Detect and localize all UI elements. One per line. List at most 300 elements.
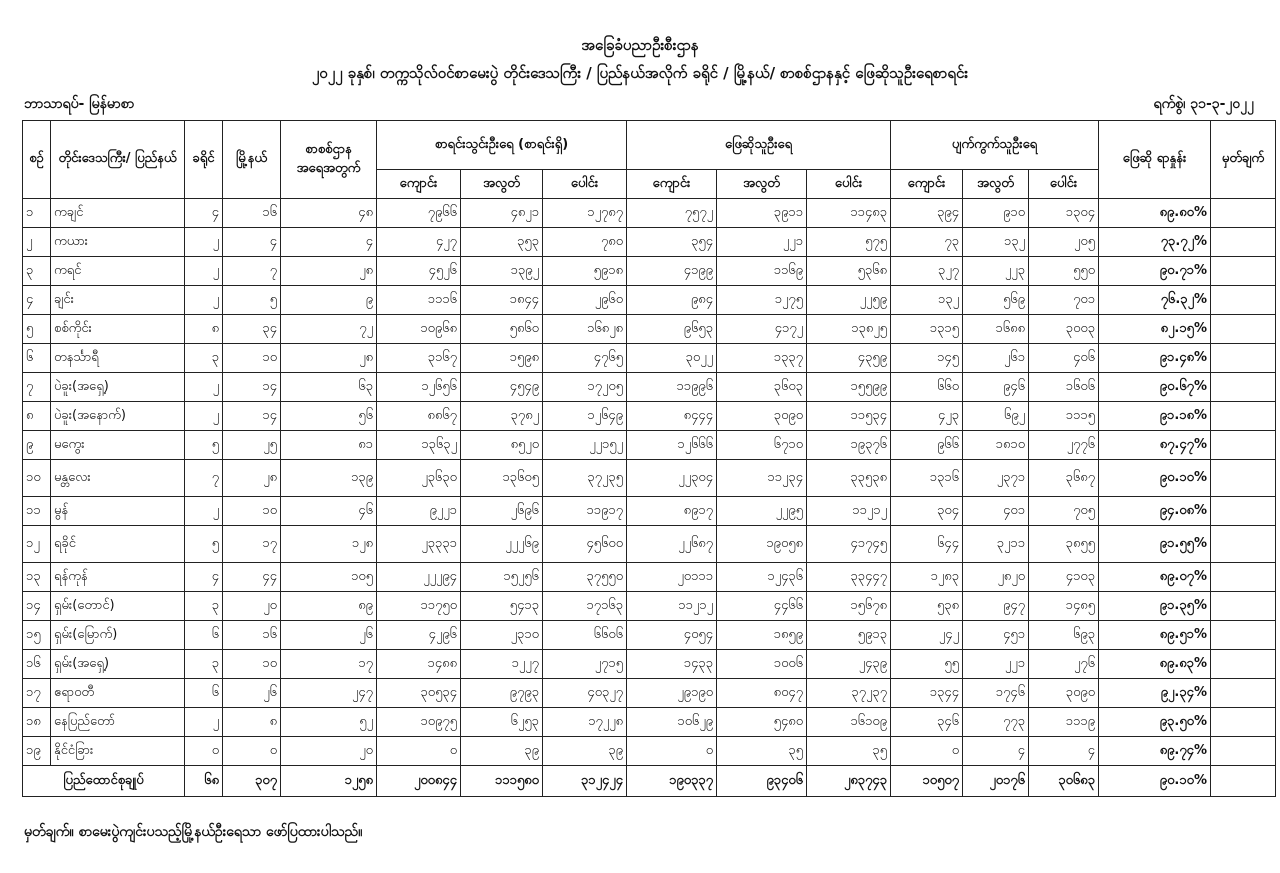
row-sat-total: ၁၆၁၀၉ — [807, 708, 891, 737]
row-no: ၁၅ — [23, 621, 51, 650]
row-sat-school: ၂၂၆၈၇ — [627, 526, 717, 563]
row-sat-school: ၃၅၄ — [627, 228, 717, 257]
col-rate: ဖြေဆို ရာနှုန်း — [1099, 121, 1211, 199]
table-row — [23, 373, 1276, 402]
row-sat-total: ၅၃၆၈ — [807, 257, 891, 286]
col-sat: ဖြေဆိုသူဦးရေ — [627, 121, 891, 170]
row-abs-total: ၁၃၀၄ — [1029, 199, 1099, 228]
row-no: ၁၈ — [23, 708, 51, 737]
row-centers: ၈၁ — [281, 431, 377, 460]
row-reg-total: ၃၉ — [543, 737, 627, 766]
row-abs-total: ၃၈၅၅ — [1029, 526, 1099, 563]
row-abs-private: ၄၅၁ — [963, 621, 1029, 650]
row-district: ၂ — [185, 708, 223, 737]
row-district: ၈ — [185, 315, 223, 344]
row-sat-total: ၃၇၂၃၇ — [807, 679, 891, 708]
col-sat-total: ပေါင်း — [807, 170, 891, 199]
row-reg-total: ၅၉၁၈ — [543, 257, 627, 286]
row-remark — [1211, 526, 1276, 563]
row-sat-private: ၃၉၁၁ — [717, 199, 807, 228]
row-abs-school: ၁၄၅ — [891, 344, 963, 373]
row-no: ၁၁ — [23, 497, 51, 526]
row-centers: ၁၇ — [281, 650, 377, 679]
row-no: ၁၇ — [23, 679, 51, 708]
row-sat-total: ၁၁၅၃၄ — [807, 402, 891, 431]
row-abs-school: ၅၅ — [891, 650, 963, 679]
row-reg-school: ၁၁၁၆ — [377, 286, 461, 315]
row-name: ကရင် — [51, 257, 185, 286]
total-sat-school: ၁၉၀၃၃၇ — [627, 766, 717, 797]
col-township: မြို့နယ် — [223, 121, 281, 199]
row-centers: ၄၈ — [281, 199, 377, 228]
row-sat-total: ၁၉၃၇၆ — [807, 431, 891, 460]
row-centers: ၈၉ — [281, 592, 377, 621]
table-row — [23, 431, 1276, 460]
row-abs-private: ၁၆၈၈ — [963, 315, 1029, 344]
row-abs-private: ၂၆၁ — [963, 344, 1029, 373]
row-name: ဧရာဝတီ — [51, 679, 185, 708]
row-reg-total: ၂၉၆၀ — [543, 286, 627, 315]
row-sat-private: ၂၂၉၅ — [717, 497, 807, 526]
row-name: ရှမ်း(တောင်) — [51, 592, 185, 621]
row-abs-total: ၇၀၅ — [1029, 497, 1099, 526]
row-rate: ၉၁.၃၅% — [1099, 592, 1211, 621]
row-name: မကွေး — [51, 431, 185, 460]
row-reg-total: ၁၇၁၆၃ — [543, 592, 627, 621]
row-name: တနင်္သာရီ — [51, 344, 185, 373]
row-abs-total: ၄၀၆ — [1029, 344, 1099, 373]
row-no: ၁၃ — [23, 563, 51, 592]
row-remark — [1211, 737, 1276, 766]
row-reg-private: ၂၆၉၆ — [461, 497, 543, 526]
total-reg-school: ၂၀၀၈၄၄ — [377, 766, 461, 797]
row-remark — [1211, 373, 1276, 402]
row-centers: ၇၂ — [281, 315, 377, 344]
row-sat-total: ၃၃၅၃၈ — [807, 460, 891, 497]
row-sat-school: ၁၁၂၁၂ — [627, 592, 717, 621]
table-row — [23, 344, 1276, 373]
row-reg-school: ၂၃၆၃၀ — [377, 460, 461, 497]
col-reg-school: ကျောင်း — [377, 170, 461, 199]
row-reg-school: ၁၂၆၅၆ — [377, 373, 461, 402]
row-sat-private: ၁၂၇၅ — [717, 286, 807, 315]
row-abs-total: ၂၇၆ — [1029, 650, 1099, 679]
row-reg-school: ၈၈၆၇ — [377, 402, 461, 431]
row-township: ၂၆ — [223, 679, 281, 708]
row-sat-school: ၈၉၁၇ — [627, 497, 717, 526]
row-district: ၇ — [185, 460, 223, 497]
row-rate: ၈၇.၄၇% — [1099, 431, 1211, 460]
row-reg-total: ၁၇၂၀၅ — [543, 373, 627, 402]
row-district: ၃ — [185, 344, 223, 373]
row-name: ပဲခူး(အရှေ့) — [51, 373, 185, 402]
row-reg-total: ၄၀၃၂၇ — [543, 679, 627, 708]
row-rate: ၉၀.၆၇% — [1099, 373, 1211, 402]
row-abs-total: ၁၄၈၅ — [1029, 592, 1099, 621]
row-remark — [1211, 679, 1276, 708]
row-abs-school: ၁၃၁၆ — [891, 460, 963, 497]
row-remark — [1211, 563, 1276, 592]
row-reg-total: ၄၅၆၀၀ — [543, 526, 627, 563]
table-row — [23, 199, 1276, 228]
row-district: ၂ — [185, 257, 223, 286]
row-name: ရခိုင် — [51, 526, 185, 563]
row-abs-school: ၇၃ — [891, 228, 963, 257]
row-reg-total: ၁၁၉၁၇ — [543, 497, 627, 526]
row-rate: ၉၂.၃၄% — [1099, 679, 1211, 708]
col-reg-total: ပေါင်း — [543, 170, 627, 199]
row-reg-total: ၁၇၂၂၈ — [543, 708, 627, 737]
row-rate: ၉၁.၅၅% — [1099, 526, 1211, 563]
total-reg-private: ၁၁၁၅၈၀ — [461, 766, 543, 797]
row-district: ၅ — [185, 526, 223, 563]
row-sat-private: ၁၀၀၆ — [717, 650, 807, 679]
row-centers: ၆၃ — [281, 373, 377, 402]
row-township: ၁၄ — [223, 373, 281, 402]
table-row — [23, 257, 1276, 286]
row-remark — [1211, 228, 1276, 257]
row-township: ၁၆ — [223, 199, 281, 228]
row-centers: ၂၈ — [281, 344, 377, 373]
row-no: ၈ — [23, 402, 51, 431]
row-name: ချင်း — [51, 286, 185, 315]
col-abs-total: ပေါင်း — [1029, 170, 1099, 199]
row-abs-private: ၂၃၇၁ — [963, 460, 1029, 497]
row-sat-private: ၁၈၅၉ — [717, 621, 807, 650]
row-sat-total: ၅၉၁၃ — [807, 621, 891, 650]
col-registered: စာရင်းသွင်းဦးရေ (စာရင်းရှိ) — [377, 121, 627, 170]
row-rate: ၉၀.၇၁% — [1099, 257, 1211, 286]
row-township: ၁၀ — [223, 344, 281, 373]
row-rate: ၉၃.၅၀% — [1099, 708, 1211, 737]
col-district: ခရိုင် — [185, 121, 223, 199]
col-region: တိုင်းဒေသကြီး/ ပြည်နယ် — [51, 121, 185, 199]
row-rate: ၉၀.၁၀% — [1099, 460, 1211, 497]
row-reg-total: ၇၈၀ — [543, 228, 627, 257]
row-reg-school: ၂၂၂၉၄ — [377, 563, 461, 592]
row-sat-total: ၃၃၄၄၇ — [807, 563, 891, 592]
row-abs-total: ၁၁၁၅ — [1029, 402, 1099, 431]
row-name: ကချင် — [51, 199, 185, 228]
row-rate: ၉၁.၁၈% — [1099, 402, 1211, 431]
row-abs-private: ၅၆၉ — [963, 286, 1029, 315]
row-reg-total: ၄၇၆၅ — [543, 344, 627, 373]
total-remark — [1211, 766, 1276, 797]
row-name: ရန်ကုန် — [51, 563, 185, 592]
col-absent: ပျက်ကွက်သူဦးရေ — [891, 121, 1099, 170]
row-abs-total: ၃၆၈၇ — [1029, 460, 1099, 497]
row-abs-school: ၄၂၃ — [891, 402, 963, 431]
row-abs-private: ၄၀၁ — [963, 497, 1029, 526]
row-reg-private: ၁၈၄၄ — [461, 286, 543, 315]
row-reg-private: ၂၃၁၀ — [461, 621, 543, 650]
row-district: ၆ — [185, 679, 223, 708]
row-reg-private: ၉၇၉၃ — [461, 679, 543, 708]
col-sat-school: ကျောင်း — [627, 170, 717, 199]
row-district: ၄ — [185, 563, 223, 592]
row-name: စစ်ကိုင်း — [51, 315, 185, 344]
row-rate: ၉၄.၀၈% — [1099, 497, 1211, 526]
row-abs-private: ၉၄၇ — [963, 592, 1029, 621]
col-no: စဉ် — [23, 121, 51, 199]
row-reg-private: ၂၂၂၆၉ — [461, 526, 543, 563]
row-abs-school: ၁၃၁၅ — [891, 315, 963, 344]
row-district: ၂ — [185, 497, 223, 526]
row-no: ၁၀ — [23, 460, 51, 497]
total-reg-total: ၃၁၂၄၂၄ — [543, 766, 627, 797]
row-reg-private: ၈၅၂၀ — [461, 431, 543, 460]
row-sat-school: ၁၁၉၉၆ — [627, 373, 717, 402]
row-sat-private: ၄၄၆၆ — [717, 592, 807, 621]
col-remark: မှတ်ချက် — [1211, 121, 1276, 199]
row-reg-private: ၃၅၃ — [461, 228, 543, 257]
row-abs-total: ၁၁၁၉ — [1029, 708, 1099, 737]
row-no: ၆ — [23, 344, 51, 373]
row-remark — [1211, 460, 1276, 497]
row-centers: ၅၆ — [281, 402, 377, 431]
row-reg-total: ၃၇၅၅၀ — [543, 563, 627, 592]
row-district: ၂ — [185, 373, 223, 402]
row-sat-private: ၈၀၄၇ — [717, 679, 807, 708]
row-sat-school: ၉၈၄ — [627, 286, 717, 315]
row-reg-school: ၇၉၆၆ — [377, 199, 461, 228]
row-reg-private: ၃၇၈၂ — [461, 402, 543, 431]
row-sat-private: ၁၉၀၅၈ — [717, 526, 807, 563]
row-sat-total: ၁၃၈၂၅ — [807, 315, 891, 344]
row-reg-total: ၁၂၆၄၉ — [543, 402, 627, 431]
row-sat-total: ၄၁၇၄၅ — [807, 526, 891, 563]
row-sat-school: ၂၀၁၁၁ — [627, 563, 717, 592]
row-sat-school: ၇၅၇၂ — [627, 199, 717, 228]
row-name: မန္တလေး — [51, 460, 185, 497]
row-centers: ၉ — [281, 286, 377, 315]
row-abs-school: ၁၃၂ — [891, 286, 963, 315]
row-sat-total: ၄၃၅၉ — [807, 344, 891, 373]
row-sat-total: ၁၁၂၁၂ — [807, 497, 891, 526]
row-abs-total: ၆၉၃ — [1029, 621, 1099, 650]
row-reg-school: ၁၀၉၇၅ — [377, 708, 461, 737]
total-district: ၆၈ — [185, 766, 223, 797]
row-abs-private: ၇၇၃ — [963, 708, 1029, 737]
row-rate: ၈၉.၅၁% — [1099, 621, 1211, 650]
row-name: ပဲခူး(အနောက်) — [51, 402, 185, 431]
row-reg-private: ၁၃၆၀၅ — [461, 460, 543, 497]
row-reg-total: ၁၂၇၈၇ — [543, 199, 627, 228]
row-reg-total: ၂၂၁၅၂ — [543, 431, 627, 460]
row-township: ၃၄ — [223, 315, 281, 344]
row-reg-private: ၁၂၂၇ — [461, 650, 543, 679]
table-row — [23, 460, 1276, 497]
row-sat-school: ၂၂၃၀၄ — [627, 460, 717, 497]
row-abs-school: ၀ — [891, 737, 963, 766]
row-no: ၉ — [23, 431, 51, 460]
row-reg-school: ၄၂၉၆ — [377, 621, 461, 650]
row-remark — [1211, 315, 1276, 344]
row-sat-school: ၁၀၆၂၉ — [627, 708, 717, 737]
row-reg-total: ၂၇၁၅ — [543, 650, 627, 679]
row-remark — [1211, 592, 1276, 621]
col-reg-private: အလွတ် — [461, 170, 543, 199]
row-no: ၁၄ — [23, 592, 51, 621]
row-remark — [1211, 708, 1276, 737]
row-reg-school: ၃၁၆၇ — [377, 344, 461, 373]
col-abs-private: အလွတ် — [963, 170, 1029, 199]
date-label: ရက်စွဲ၊ ၃၁-၃-၂၀၂၂ — [1153, 96, 1254, 112]
total-abs-private: ၂၀၁၇၆ — [963, 766, 1029, 797]
row-rate: ၈၉.၈၃% — [1099, 650, 1211, 679]
row-sat-school: ၄၀၅၄ — [627, 621, 717, 650]
row-sat-private: ၃၅ — [717, 737, 807, 766]
table-row — [23, 315, 1276, 344]
row-no: ၁၉ — [23, 737, 51, 766]
row-centers: ၂၆ — [281, 621, 377, 650]
row-name: ရှမ်း(အရှေ့) — [51, 650, 185, 679]
row-sat-private: ၁၁၆၉ — [717, 257, 807, 286]
row-sat-private: ၁၂၄၃၆ — [717, 563, 807, 592]
row-abs-private: ၁၇၄၆ — [963, 679, 1029, 708]
page-title: အခြေခံပညာဦးစီးဌာန — [581, 36, 699, 54]
row-no: ၃ — [23, 257, 51, 286]
col-sat-private: အလွတ် — [717, 170, 807, 199]
table-row — [23, 592, 1276, 621]
row-reg-total: ၆၆၀၆ — [543, 621, 627, 650]
row-sat-school: ၀ — [627, 737, 717, 766]
row-reg-private: ၁၃၉၂ — [461, 257, 543, 286]
table-row — [23, 563, 1276, 592]
col-centers: စာစစ်ဌာန အရေအတွက် — [281, 121, 377, 199]
row-sat-school: ၃၀၂၂ — [627, 344, 717, 373]
footnote: မှတ်ချက်။ စာမေးပွဲကျင်းပသည့်မြို့နယ်ဦးရေသာ ဖော်ပြထားပါသည်။ — [24, 824, 363, 840]
row-abs-private: ၆၉၂ — [963, 402, 1029, 431]
row-reg-school: ၁၁၇၅၀ — [377, 592, 461, 621]
row-reg-total: ၃၇၂၃၅ — [543, 460, 627, 497]
row-abs-private: ၄ — [963, 737, 1029, 766]
row-no: ၅ — [23, 315, 51, 344]
row-reg-private: ၅၈၆၀ — [461, 315, 543, 344]
row-name: ကယား — [51, 228, 185, 257]
row-abs-private: ၂၈၂၀ — [963, 563, 1029, 592]
row-abs-total: ၃၀၉၀ — [1029, 679, 1099, 708]
row-centers: ၂၈ — [281, 257, 377, 286]
row-no: ၇ — [23, 373, 51, 402]
row-centers: ၄၆ — [281, 497, 377, 526]
table-row — [23, 228, 1276, 257]
row-abs-school: ၅၃၈ — [891, 592, 963, 621]
row-remark — [1211, 199, 1276, 228]
row-sat-private: ၄၁၇၂ — [717, 315, 807, 344]
row-sat-total: ၁၅၆၇၈ — [807, 592, 891, 621]
row-abs-private: ၂၂၁ — [963, 650, 1029, 679]
row-district: ၂ — [185, 402, 223, 431]
row-reg-private: ၃၉ — [461, 737, 543, 766]
row-reg-school: ၀ — [377, 737, 461, 766]
total-sat-total: ၂၈၃၇၄၃ — [807, 766, 891, 797]
row-township: ၁၀ — [223, 650, 281, 679]
row-district: ၄ — [185, 199, 223, 228]
row-remark — [1211, 257, 1276, 286]
row-centers: ၁၃၉ — [281, 460, 377, 497]
row-sat-school: ၄၁၉၉ — [627, 257, 717, 286]
row-no: ၄ — [23, 286, 51, 315]
row-abs-private: ၃၂၁၁ — [963, 526, 1029, 563]
row-abs-school: ၃၄၆ — [891, 708, 963, 737]
total-abs-total: ၃၀၆၈၃ — [1029, 766, 1099, 797]
row-township: ၁၄ — [223, 402, 281, 431]
row-abs-school: ၃၀၄ — [891, 497, 963, 526]
row-township: ၂၀ — [223, 592, 281, 621]
row-district: ၂ — [185, 286, 223, 315]
row-sat-school: ၁၂၆၆၆ — [627, 431, 717, 460]
row-rate: ၈၂.၁၅% — [1099, 315, 1211, 344]
row-abs-school: ၃၉၄ — [891, 199, 963, 228]
row-abs-school: ၆၄၄ — [891, 526, 963, 563]
row-rate: ၈၉.၀၇% — [1099, 563, 1211, 592]
table-row — [23, 621, 1276, 650]
table-row — [23, 526, 1276, 563]
row-remark — [1211, 497, 1276, 526]
row-abs-total: ၂၀၅ — [1029, 228, 1099, 257]
row-township: ၈ — [223, 708, 281, 737]
row-abs-total: ၅၅၀ — [1029, 257, 1099, 286]
row-abs-school: ၆၆၀ — [891, 373, 963, 402]
exam-stats-table — [22, 120, 1276, 797]
row-abs-private: ၁၃၂ — [963, 228, 1029, 257]
row-centers: ၁၂၈ — [281, 526, 377, 563]
row-remark — [1211, 286, 1276, 315]
row-township: ၀ — [223, 737, 281, 766]
col-abs-school: ကျောင်း — [891, 170, 963, 199]
row-abs-total: ၄၁၀၃ — [1029, 563, 1099, 592]
row-no: ၁၂ — [23, 526, 51, 563]
row-name: နေပြည်တော် — [51, 708, 185, 737]
row-rate: ၇၃.၇၂% — [1099, 228, 1211, 257]
row-reg-school: ၃၀၅၃၄ — [377, 679, 461, 708]
row-township: ၁၆ — [223, 621, 281, 650]
row-sat-private: ၂၂၁ — [717, 228, 807, 257]
row-reg-school: ၄၂၇ — [377, 228, 461, 257]
row-township: ၄ — [223, 228, 281, 257]
row-reg-school: ၁၃၆၃၂ — [377, 431, 461, 460]
row-abs-total: ၄ — [1029, 737, 1099, 766]
row-reg-school: ၂၃၃၃၁ — [377, 526, 461, 563]
row-remark — [1211, 344, 1276, 373]
row-township: ၇ — [223, 257, 281, 286]
total-centers: ၁၂၅၈ — [281, 766, 377, 797]
row-township: ၁၀ — [223, 497, 281, 526]
row-sat-total: ၅၇၅ — [807, 228, 891, 257]
row-sat-private: ၃၆၀၃ — [717, 373, 807, 402]
row-sat-school: ၈၄၄၄ — [627, 402, 717, 431]
row-reg-school: ၁၄၈၈ — [377, 650, 461, 679]
row-reg-private: ၄၈၂၁ — [461, 199, 543, 228]
row-reg-total: ၁၆၈၂၈ — [543, 315, 627, 344]
row-reg-private: ၆၂၅၃ — [461, 708, 543, 737]
row-abs-total: ၁၆၀၆ — [1029, 373, 1099, 402]
row-sat-private: ၁၃၃၇ — [717, 344, 807, 373]
table-row-total — [23, 766, 1276, 797]
row-remark — [1211, 621, 1276, 650]
row-abs-private: ၂၂၃ — [963, 257, 1029, 286]
row-sat-private: ၆၇၁၀ — [717, 431, 807, 460]
row-reg-private: ၅၄၁၃ — [461, 592, 543, 621]
row-township: ၁၇ — [223, 526, 281, 563]
row-centers: ၅၂ — [281, 708, 377, 737]
row-sat-total: ၂၂၅၉ — [807, 286, 891, 315]
row-district: ၅ — [185, 431, 223, 460]
row-abs-school: ၂၄၂ — [891, 621, 963, 650]
row-reg-private: ၁၅၂၅၆ — [461, 563, 543, 592]
row-no: ၁ — [23, 199, 51, 228]
